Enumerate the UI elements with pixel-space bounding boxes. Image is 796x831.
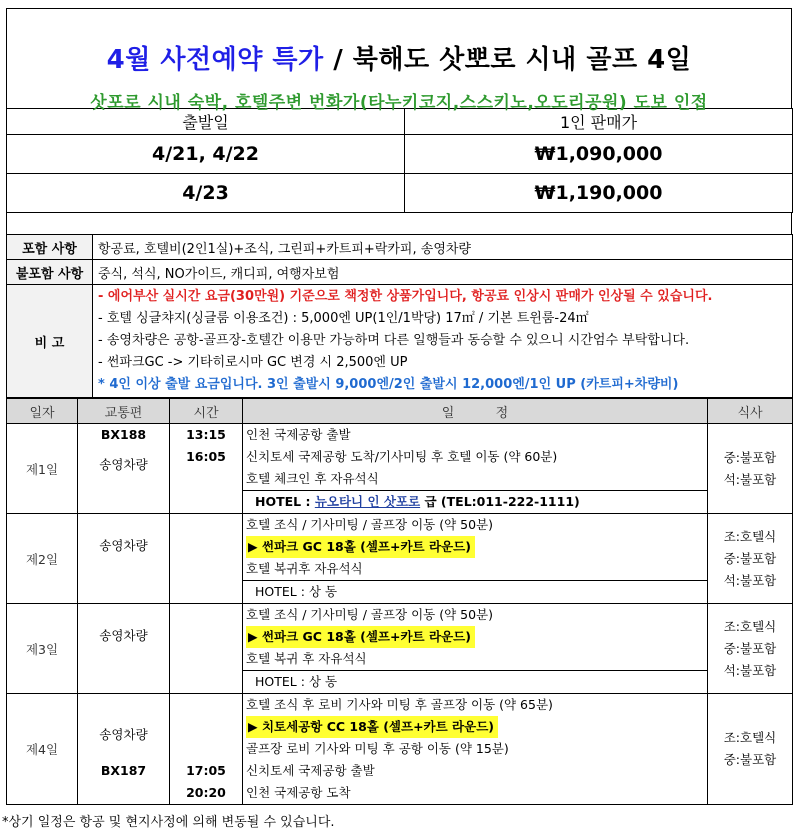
title-route: / 북해도 삿뽀로 시내 골프 4일 <box>323 45 692 75</box>
schedule-row <box>7 514 793 604</box>
itinerary-line: 호텔 조식 후 로비 기사와 미팅 후 골프장 이동 (약 65분) <box>246 697 553 712</box>
itinerary-line: 골프장 로비 기사와 미팅 후 공항 이동 (약 15분) <box>246 741 509 756</box>
time-value: 13:15 <box>186 427 226 442</box>
tour-document <box>6 8 792 805</box>
golf-round-highlight: ▶ 치토세공항 CC 18홀 (셀프+카트 라운드) <box>246 716 498 738</box>
included-label: 포함 사항 <box>7 235 93 260</box>
price-row <box>7 174 793 213</box>
time-cell <box>170 514 243 604</box>
transport-type: 송영차량 <box>99 457 148 472</box>
schedule-row <box>7 694 793 805</box>
meal-cell <box>708 514 793 604</box>
itinerary-line <box>243 536 707 558</box>
itinerary-cell <box>243 424 708 514</box>
hotel-line: HOTEL : 상 동 <box>243 670 707 693</box>
itinerary-line: 신치토세 국제공항 출발 <box>246 763 375 778</box>
footer-note: *상기 일정은 항공 및 현지사정에 의해 변동될 수 있습니다. <box>2 815 335 830</box>
flight-number: BX187 <box>100 763 147 778</box>
itinerary-line: 인천 국제공항 도착 <box>246 785 351 800</box>
price-row <box>7 135 793 174</box>
itinerary-line: 호텔 복귀후 자유석식 <box>246 561 363 576</box>
itinerary-line <box>243 716 707 738</box>
time-cell <box>170 604 243 694</box>
meal-item: 조:호텔식 <box>723 730 777 745</box>
meal-item: 중:불포함 <box>723 752 777 767</box>
time-value: 20:20 <box>186 785 226 800</box>
meal-cell <box>708 424 793 514</box>
departure-date: 4/21, 4/22 <box>7 135 405 174</box>
itinerary-cell <box>243 694 708 805</box>
schedule-row <box>7 424 793 514</box>
col-day: 일자 <box>7 399 78 424</box>
day-label: 제1일 <box>7 424 78 514</box>
remark-airfare: - 에어부산 실시간 요금(30만원) 기준으로 책정한 상품가입니다, 항공료 인상시 판매가 인상될 수 있습니다. <box>98 289 713 304</box>
day-label: 제4일 <box>7 694 78 805</box>
itinerary-line: 호텔 복귀 후 자유석식 <box>246 651 367 666</box>
price-table <box>6 108 793 213</box>
info-table <box>6 234 793 398</box>
meal-item: 석:불포함 <box>723 662 777 678</box>
sale-price: ₩1,190,000 <box>405 174 793 213</box>
time-value: 17:05 <box>186 763 226 778</box>
price-header-date: 출발일 <box>7 109 405 135</box>
meal-item: 조:호텔식 <box>723 618 777 634</box>
itinerary-line: 인천 국제공항 출발 <box>246 427 351 442</box>
meal-item: 조:호텔식 <box>723 528 777 544</box>
time-cell <box>170 424 243 514</box>
sale-price: ₩1,090,000 <box>405 135 793 174</box>
remark-group-size: * 4인 이상 출발 요금입니다. 3인 출발시 9,000엔/2인 출발시 12,000엔/1인 UP (카트피+차량비) <box>98 377 679 392</box>
col-itinerary: 일 정 <box>243 399 708 424</box>
golf-round-highlight: ▶ 썬파크 GC 18홀 (셀프+카트 라운드) <box>246 626 475 648</box>
transport-type: 송영차량 <box>78 604 170 694</box>
golf-round-highlight: ▶ 썬파크 GC 18홀 (셀프+카트 라운드) <box>246 536 475 558</box>
meal-item: 석:불포함 <box>723 572 777 588</box>
meal-item: 중:불포함 <box>723 640 777 656</box>
itinerary-line <box>243 626 707 648</box>
meal-item: 중:불포함 <box>723 550 777 566</box>
hotel-extra: 급 (TEL:011-222-1111) <box>420 494 580 509</box>
schedule-row <box>7 604 793 694</box>
transport-type: 송영차량 <box>99 727 148 742</box>
col-time: 시간 <box>170 399 243 424</box>
day-label: 제2일 <box>7 514 78 604</box>
hotel-line: HOTEL : 상 동 <box>243 580 707 603</box>
meal-item: 석:불포함 <box>723 471 777 487</box>
header <box>6 8 792 113</box>
subtitle: 삿포로 시내 숙박, 호텔주변 번화가(타누키코지,스스키노,오도리공원) 도보 인접 <box>90 93 708 113</box>
meal-cell <box>708 694 793 805</box>
time-value: 16:05 <box>186 449 226 464</box>
hotel-line <box>243 490 707 513</box>
transport-cell <box>78 424 170 514</box>
transport-cell <box>78 694 170 805</box>
schedule-table <box>6 398 793 805</box>
col-meal: 식사 <box>708 399 793 424</box>
excluded-label: 불포함 사항 <box>7 260 93 285</box>
itinerary-cell <box>243 604 708 694</box>
included-value: 항공료, 호텔비(2인1실)+조식, 그린피+카트피+락카피, 송영차량 <box>93 235 793 260</box>
transport-type: 송영차량 <box>78 514 170 604</box>
remark-single-charge: - 호텔 싱글챠지(싱글룸 이용조건) : 5,000엔 UP(1인/1박당) 17㎡ / 기본 트윈룸-24㎡ <box>98 311 589 326</box>
col-transport: 교통편 <box>78 399 170 424</box>
spacer <box>6 213 792 234</box>
itinerary-line: 호텔 조식 / 기사미팅 / 골프장 이동 (약 50분) <box>246 517 493 532</box>
flight-number: BX188 <box>100 427 147 442</box>
hotel-name-link[interactable]: 뉴오타니 인 삿포로 <box>314 494 421 509</box>
itinerary-cell <box>243 514 708 604</box>
page-title <box>7 9 791 76</box>
day-label: 제3일 <box>7 604 78 694</box>
title-promo: 4월 사전예약 특가 <box>106 45 324 75</box>
remarks-value <box>93 285 793 398</box>
excluded-value: 중식, 석식, NO가이드, 캐디피, 여행자보험 <box>93 260 793 285</box>
remarks-label: 비 고 <box>7 285 93 398</box>
itinerary-line: 신치토세 국제공항 도착/기사미팅 후 호텔 이동 (약 60분) <box>246 449 558 464</box>
hotel-label: HOTEL : <box>255 494 315 509</box>
meal-item: 중:불포함 <box>723 449 777 465</box>
itinerary-line: 호텔 체크인 후 자유석식 <box>246 471 379 486</box>
itinerary-line: 호텔 조식 / 기사미팅 / 골프장 이동 (약 50분) <box>246 607 493 622</box>
price-header-price: 1인 판매가 <box>405 109 793 135</box>
meal-cell <box>708 604 793 694</box>
remark-course-change: - 썬파크GC -> 기타히로시마 GC 변경 시 2,500엔 UP <box>98 355 408 370</box>
remark-transfer: - 송영차량은 공항-골프장-호텔간 이용만 가능하며 다른 일행들과 동승할 수 있으니 시간엄수 부탁합니다. <box>98 333 690 348</box>
departure-date: 4/23 <box>7 174 405 213</box>
time-cell <box>170 694 243 805</box>
